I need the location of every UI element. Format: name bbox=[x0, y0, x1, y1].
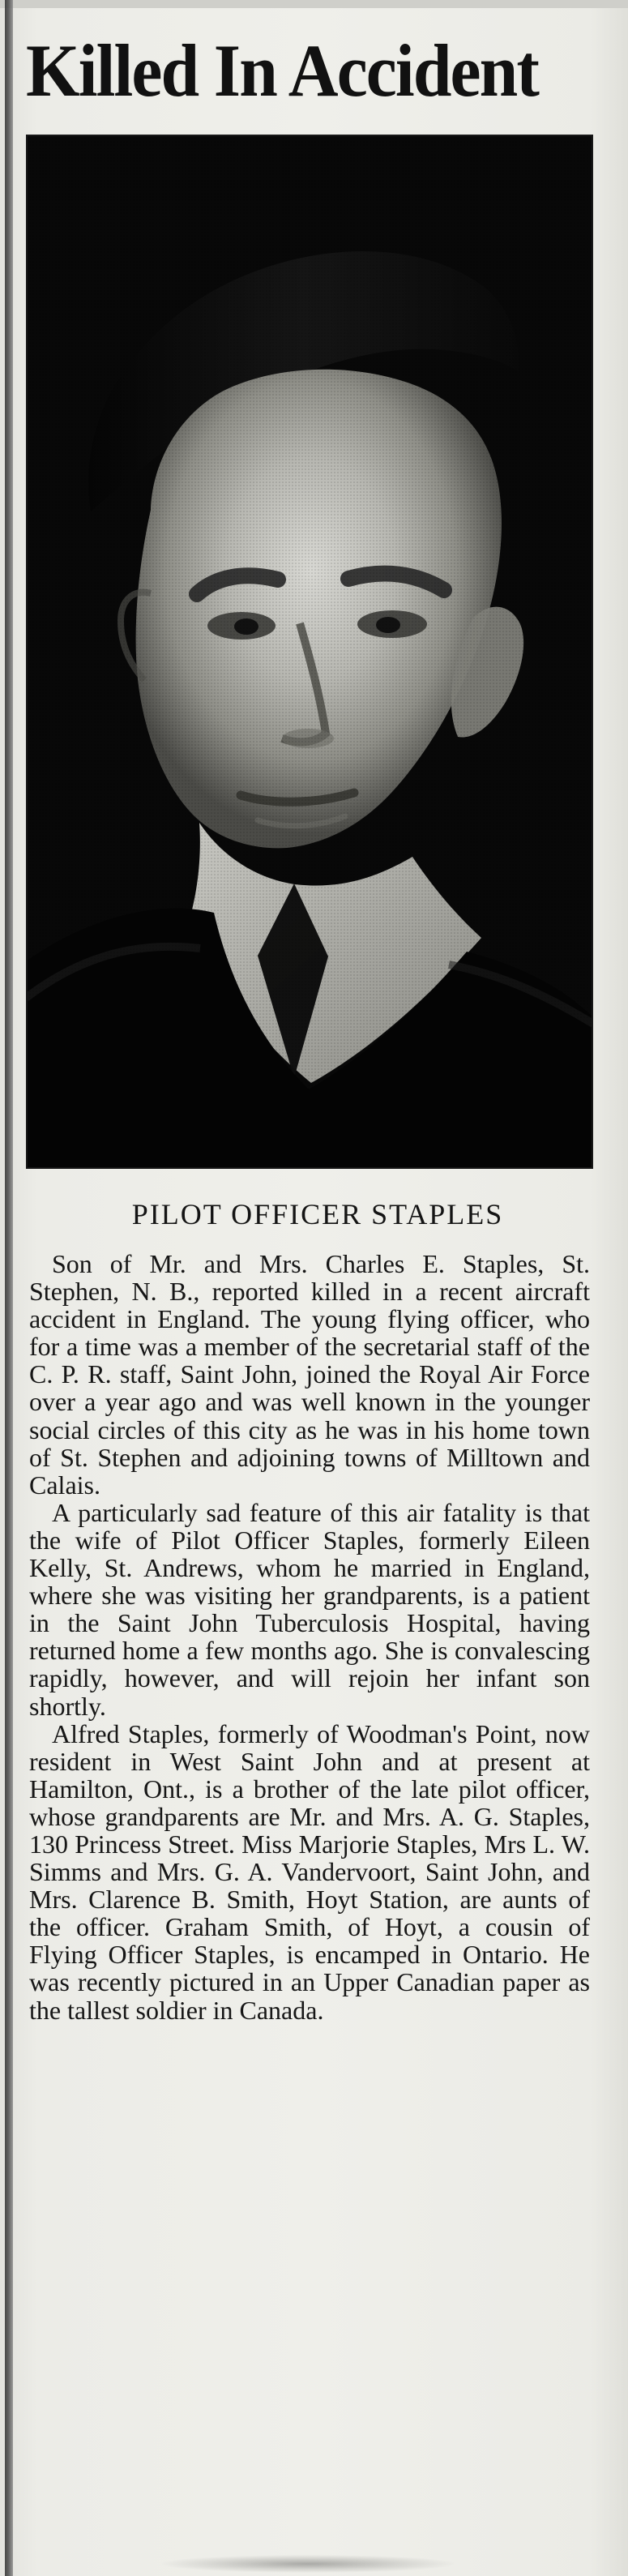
paragraph-2: A particularly sad feature of this air fatality is that the wife of Pilot Officer Staples, formerly Eileen Kelly, St. Andrews, whom he married in England, where she was visiting her grandparents, is a patient in the Saint John Tuberculosis Hospital, having returned home a few months ago. She is convalescing rapidly, however, and will rejoin her infant son shortly. bbox=[29, 1497, 590, 1721]
headline: Killed In Accident bbox=[26, 29, 539, 112]
portrait-illustration bbox=[26, 135, 593, 1169]
portrait-photo bbox=[26, 135, 593, 1169]
photo-caption: PILOT OFFICER STAPLES bbox=[131, 1198, 504, 1230]
article-body bbox=[29, 1250, 590, 2024]
bottom-ink-smudge bbox=[162, 2555, 454, 2573]
paragraph-3: Alfred Staples, formerly of Woodman's Point, now resident in West Saint John and at present at Hamilton, Ont., is a brother of the late pilot officer, whose grandparents are Mr. and Mrs. A. G. Staples, 130 Princess Street. Miss Marjorie Staples, Mrs L. W. Simms and Mrs. G. A. Vandervoort, Saint John, and Mrs. Clarence B. Smith, Hoyt Station, are aunts of the officer. Graham Smith, of Hoyt, a cousin of Flying Officer Staples, is encamped in Ontario. He was recently pictured in an Upper Canadian paper as the tallest soldier in Canada. bbox=[29, 1718, 590, 2025]
paragraph-1: Son of Mr. and Mrs. Charles E. Staples, St. Stephen, N. B., reported killed in a recent aircraft accident in England. The young flying officer, who for a time was a member of the secretarial staff of the C. P. R. staff, Saint John, joined the Royal Air Force over a year ago and was well known in the younger social circles of this city as he was in his home town of St. Stephen and adjoining towns of Milltown and Calais. bbox=[29, 1249, 590, 1500]
top-rule bbox=[0, 0, 628, 8]
column-rule bbox=[5, 0, 13, 2576]
